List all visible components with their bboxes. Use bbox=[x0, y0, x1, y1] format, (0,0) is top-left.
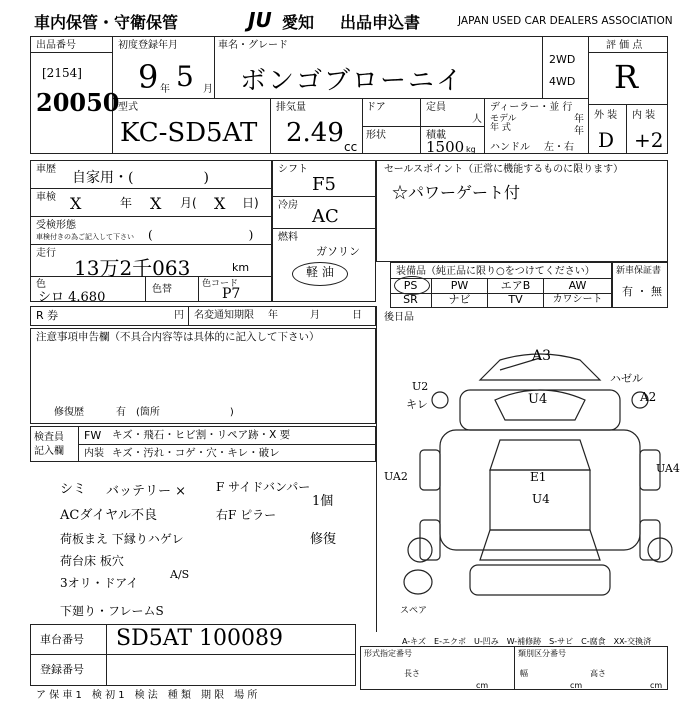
load-unit: kg bbox=[466, 145, 476, 154]
equip-sr: SR bbox=[390, 292, 432, 308]
inspection-month: 月( bbox=[180, 196, 197, 210]
equip-ps: PS bbox=[390, 278, 432, 294]
lot-number-label: 出品番号 bbox=[36, 40, 76, 51]
yen-label: 円 bbox=[174, 310, 184, 321]
inspection-month-value: X bbox=[150, 194, 162, 213]
car-name-grade-label: 車名・グレード bbox=[218, 40, 288, 51]
association-name: JAPAN USED CAR DEALERS ASSOCIATION bbox=[458, 15, 673, 27]
first-registration-label: 初度登録年月 bbox=[118, 40, 178, 51]
diagram-a3: A3 bbox=[532, 348, 552, 364]
rating-label: 評 価 点 bbox=[606, 40, 643, 51]
ju-mark: JU bbox=[248, 8, 272, 32]
model-year-label: モデル 年 式 bbox=[490, 114, 517, 133]
exterior-label: 外 装 bbox=[594, 110, 618, 121]
spec-label: 形式指定番号 bbox=[364, 649, 412, 658]
handle-label: ハンドル bbox=[490, 142, 530, 153]
acceptance-paren: ( ) bbox=[148, 228, 254, 242]
form-title: 出品申込書 bbox=[340, 13, 421, 32]
sales-point-label: セールスポイント（正常に機能するものに限ります） bbox=[384, 164, 624, 175]
warranty-options: 有 ・ 無 bbox=[622, 285, 662, 298]
rating-value: R bbox=[614, 58, 639, 96]
warranty-label: 新車保証書 bbox=[616, 266, 662, 276]
fuel-gasoline: ガソリン bbox=[316, 245, 360, 258]
nm-month: 月 bbox=[310, 310, 320, 321]
fuel-label: 燃料 bbox=[278, 232, 298, 243]
exterior-grade: D bbox=[598, 128, 615, 152]
lot-number-value: 20050 bbox=[36, 88, 120, 117]
cooler-value: AC bbox=[312, 206, 339, 227]
sales-point-value: ☆パワーゲート付 bbox=[392, 183, 521, 202]
note-bed-floor: 荷台床 板穴 bbox=[60, 554, 124, 568]
interior-label: 内 装 bbox=[632, 110, 656, 121]
mileage-label: 走行 bbox=[36, 248, 56, 259]
color-label: 色 bbox=[36, 279, 46, 290]
width-label: 幅 bbox=[520, 669, 528, 678]
cc-unit: cc bbox=[344, 140, 358, 154]
model-value: KC-SD5AT bbox=[120, 118, 258, 148]
class-label: 類別区分番号 bbox=[518, 649, 566, 658]
notes-title: 注意事項申告欄（不具合内容等は具体的に記入して下さい） bbox=[36, 331, 320, 343]
model-year-unit2: 年 bbox=[574, 126, 584, 137]
fw-codes: キズ・飛石・ヒビ割・リペア跡・X 要 bbox=[112, 429, 291, 441]
equip-ps-circle bbox=[394, 276, 430, 295]
door-label: ドア bbox=[366, 102, 386, 113]
note-repaired: 修復 bbox=[310, 532, 337, 547]
nm-day: 日 bbox=[352, 310, 362, 321]
lot-prefix: [2154] bbox=[42, 66, 82, 80]
cm-label-3: cm bbox=[650, 681, 663, 690]
history-value: 自家用・( ) bbox=[72, 170, 209, 186]
note-ac-dial: ACダイヤル不良 bbox=[60, 508, 157, 523]
repair-has: 有 bbox=[116, 407, 126, 418]
equip-aw: AW bbox=[544, 278, 612, 294]
diagram-u4-mid: U4 bbox=[532, 492, 550, 506]
car-name-value: ボンゴブローニイ bbox=[240, 66, 465, 96]
equip-pw: PW bbox=[432, 278, 488, 294]
equip-leather: カワシート bbox=[544, 292, 612, 308]
spare-label: スペア bbox=[400, 606, 428, 616]
note-pillar: 右F ピラー bbox=[216, 508, 277, 522]
form-header-title bbox=[34, 10, 178, 33]
color-code-label: 色コード bbox=[202, 279, 239, 289]
note-bed-edge: 荷板まえ 下縁りハゲレ bbox=[60, 532, 184, 546]
displacement-value: 2.49 bbox=[286, 118, 344, 148]
inspection-day-value: X bbox=[214, 194, 226, 213]
color-value: シロ 4.680 bbox=[38, 290, 106, 305]
sales-point-block bbox=[376, 160, 668, 262]
history-label: 車歴 bbox=[36, 164, 56, 175]
diagram-lb: ハゼル bbox=[610, 372, 643, 385]
note-frame: 下廻り・フレームS bbox=[60, 604, 164, 618]
shape-label: 形状 bbox=[366, 130, 386, 141]
diagram-u4-top: U4 bbox=[528, 392, 548, 407]
cm-label-1: cm bbox=[476, 681, 489, 690]
inspector-label: 検査員 bbox=[34, 432, 64, 443]
reg-month-value: 5 bbox=[176, 60, 194, 93]
diagram-u2: U2 bbox=[412, 380, 429, 393]
drive-2wd: 2WD bbox=[549, 53, 576, 66]
inspection-mark: X bbox=[70, 194, 82, 213]
damage-legend: A-キズ E-エクボ U-凹み W-補修跡 S-サビ C-腐食 XX-交換済 bbox=[402, 637, 652, 646]
length-label: 長さ bbox=[404, 669, 420, 678]
equip-airbag: エアB bbox=[488, 278, 544, 294]
rear-label: 後日品 bbox=[384, 312, 414, 323]
diagram-ua2: UA2 bbox=[384, 470, 408, 483]
registration-label: 登録番号 bbox=[40, 663, 84, 676]
acceptance-label: 受検形態 bbox=[36, 220, 76, 231]
inspection-day: 日) bbox=[242, 196, 259, 210]
equip-navi: ナビ bbox=[432, 292, 488, 308]
uchi-label: 内装 bbox=[84, 448, 104, 459]
model-label: 型式 bbox=[118, 102, 138, 113]
cooler-label: 冷房 bbox=[278, 200, 298, 211]
fw-label: FW bbox=[84, 429, 102, 442]
reg-month-suffix: 月 bbox=[203, 84, 213, 95]
color-change-label: 色替 bbox=[152, 284, 172, 295]
mileage-value: 13万2千063 bbox=[74, 256, 191, 280]
acceptance-note: 車検付きの為ご記入して下さい bbox=[36, 233, 134, 241]
handle-options: 左・右 bbox=[544, 142, 574, 153]
reg-year-value: 9 bbox=[138, 58, 159, 96]
model-year-unit1: 年 bbox=[574, 114, 584, 125]
shift-value: F5 bbox=[312, 174, 336, 195]
load-value: 1500 bbox=[426, 138, 465, 156]
capacity-label: 定員 bbox=[426, 102, 446, 113]
r-ken-label: R 券 bbox=[36, 309, 59, 322]
note-stain: シミ bbox=[60, 482, 87, 497]
note-door: 3オリ・ドアイ bbox=[60, 576, 139, 590]
nm-year: 年 bbox=[268, 310, 278, 321]
drive-4wd: 4WD bbox=[549, 75, 576, 88]
inspection-year: 年 bbox=[120, 196, 133, 210]
cm-label-2: cm bbox=[570, 681, 583, 690]
equipment-label: 装備品（純正品に限り○をつけてください） bbox=[396, 266, 595, 277]
interior-grade: +2 bbox=[634, 128, 664, 152]
repair-location: (箇所 ) bbox=[136, 407, 234, 418]
repair-history-label: 修復歴 bbox=[54, 407, 84, 418]
shift-label: シフト bbox=[278, 164, 308, 175]
entry-label: 記入欄 bbox=[34, 446, 64, 457]
note-battery: バッテリー × bbox=[106, 484, 187, 499]
note-as: A/S bbox=[170, 568, 190, 581]
inspection-label: 車検 bbox=[36, 192, 56, 203]
reg-year-suffix: 年 bbox=[160, 84, 170, 95]
mileage-unit: km bbox=[232, 261, 250, 274]
name-change-label: 名変通知期限 bbox=[194, 310, 254, 321]
chassis-value: SD5AT 100089 bbox=[116, 626, 284, 651]
displacement-label: 排気量 bbox=[276, 102, 306, 113]
brand-name: 愛知 bbox=[282, 13, 315, 32]
height-label: 高さ bbox=[590, 669, 606, 678]
note-front-bumper: F サイドバンパー bbox=[216, 480, 311, 494]
ju-logo bbox=[248, 8, 272, 32]
chassis-label: 車台番号 bbox=[40, 633, 84, 646]
dealer-import-label: ディーラー・並 行 bbox=[490, 102, 573, 113]
note-one-piece: 1個 bbox=[312, 494, 334, 509]
diagram-e1: E1 bbox=[530, 470, 547, 484]
diagram-ua4: UA4 bbox=[656, 462, 680, 475]
capacity-unit: 人 bbox=[472, 114, 482, 125]
load-label: 積載 bbox=[426, 130, 446, 141]
equip-tv: TV bbox=[488, 292, 544, 308]
color-code-value: P7 bbox=[222, 286, 241, 302]
bottom-row-labels: ア 保 車 1 検 初 1 検 法 種 類 期 限 場 所 bbox=[36, 690, 258, 701]
uchi-codes: キズ・汚れ・コゲ・穴・キレ・破レ bbox=[112, 447, 280, 459]
title-storage: 車内保管・守衛保管 bbox=[34, 13, 179, 32]
fuel-diesel: 軽 油 bbox=[306, 265, 334, 279]
diagram-a2: A2 bbox=[640, 390, 657, 404]
diagram-tire: キレ bbox=[406, 398, 428, 411]
